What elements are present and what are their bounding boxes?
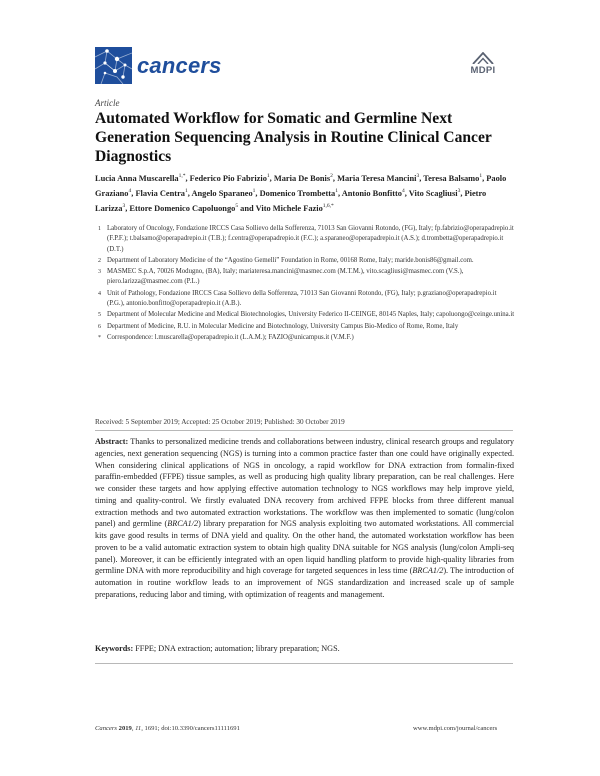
affiliation-number: 1	[98, 226, 101, 232]
author-affiliation-marker: 1	[266, 173, 270, 179]
abstract-label: Abstract:	[95, 437, 129, 446]
author-affiliation-marker: 4	[128, 188, 132, 195]
author-name[interactable]: Ettore Domenico Capoluongo	[129, 203, 236, 213]
author-affiliation-marker: 1	[184, 188, 188, 195]
keywords	[95, 644, 340, 653]
affiliation-text: Correspondence: l.muscarella@operapadrepio.it (L.A.M.); FAZIO@unicampus.it (V.M.F.)	[107, 333, 354, 341]
author-affiliation-marker: 1,*	[178, 173, 186, 179]
affiliation-text: Laboratory of Oncology, Fondazione IRCCS Casa Sollievo della Sofferenza, 71013 San Giovanni Rotondo, (FG), Italy; fp.fabrizio@operapadrepio.it (F.P.F.); t.balsamo@operapadrepio.it (T.B.); f.centra@operapadrepio.it (F.C.); a.sparaneo@operapadrepio.it (A.S.); d.trombetta@operapadrepio.it (D.T.)	[107, 225, 514, 253]
publication-dates: Received: 5 September 2019; Accepted: 25 October 2019; Published: 30 October 2019	[95, 418, 345, 426]
affiliation-text: Department of Molecular Medicine and Medical Biotechnologies, University Federico II-CEINGE, 80145 Naples, Italy; capoluongo@ceinge.unina.it	[107, 311, 515, 319]
affiliation-item	[95, 289, 515, 310]
mdpi-logo-icon	[471, 52, 495, 64]
journal-url-link[interactable]: www.mdpi.com/journal/cancers	[413, 725, 498, 732]
author-affiliation-marker: 5	[235, 203, 239, 210]
footer-journal: Cancers	[95, 725, 117, 732]
author-name[interactable]: Angelo Sparaneo	[191, 188, 253, 198]
author-joiner: and	[240, 203, 254, 213]
affiliation-number: 4	[98, 290, 101, 297]
keywords-text: FFPE; DNA extraction; automation; library preparation; NGS.	[133, 644, 340, 653]
affiliations-list	[95, 224, 515, 344]
author-affiliation-marker: 1,6,*	[322, 203, 334, 210]
affiliation-text: Department of Medicine, R.U. in Molecular Medicine and Biotechnology, University Campus Bio-Medico of Rome, Rome, Italy	[107, 322, 459, 330]
publisher-logo[interactable]	[464, 52, 502, 76]
affiliation-number: 2	[98, 257, 101, 264]
affiliation-item	[95, 333, 515, 343]
divider	[95, 430, 513, 431]
affiliation-text: MASMEC S.p.A, 70026 Modugno, (BA), Italy; mariateresa.mancini@masmec.com (M.T.M.), vito.scagliusi@masmec.com (V.S.), piero.larizza@masmec.com (P.L.)	[107, 268, 464, 286]
author-affiliation-marker: 3	[457, 188, 461, 195]
affiliation-number: 6	[98, 323, 101, 330]
author-name[interactable]: Vito Scagliusi	[408, 188, 458, 198]
affiliation-number: 5	[98, 312, 101, 319]
author-affiliation-marker: 1	[335, 188, 338, 195]
article-title: Automated Workflow for Somatic and Germline Next Generation Sequencing Analysis in Routine Clinical Cancer Diagnostics	[95, 110, 492, 165]
abstract-text-2: ) library preparation for NGS analysis exploiting two automated workstations. All commercial kits gave good results in terms of DNA yield and quality. On the other hand, the automated workstation workflow has been proven to be a valid automatic extraction system to obtain high quality DNA suitable for NGS analysis (lung/colon Ampli-seq panel). Moreover, it can be efficiently integrated with an open liquid handling platform to provide high-quality libraries from germline DNA with more reproducibility and high coverage for targeted sequences in less time (	[95, 519, 514, 576]
divider	[95, 663, 513, 664]
journal-logo[interactable]	[95, 47, 222, 84]
author-name[interactable]: Paolo Graziano	[95, 173, 507, 198]
author-affiliation-marker: 1	[479, 173, 483, 179]
affiliation-item	[95, 267, 515, 288]
affiliation-item	[95, 310, 515, 320]
author-affiliation-marker: 3	[416, 173, 420, 179]
author-name[interactable]: Domenico Trombetta	[259, 188, 336, 198]
affiliation-item	[95, 224, 515, 255]
author-list: Lucia Anna Muscarella$^{1,*}$, Federico Pio Fabrizio$^1$, Maria De Bonis$^2$, Maria Teresa Mancini$^3$, Teresa Balsamo$^1$, Paolo Graziano$^4$, Flavia Centra$^1$, Angelo Sparaneo$^1$, Domenico Trombetta$^1$, Antonio Bonfitto$^4$, Vito Scagliusi$^3$, Pietro Larizza$^3$, Ettore Domenico Capoluongo$^5$ and Vito Michele Fazio$^{1,6,*}$	[95, 173, 507, 213]
abstract-text-3: ). The introduction of automation in routine workflow leads to an improvement of NGS standardization and increased scale up of sample preparations, reducing labor and timing, with optimization of reagents and management.	[95, 566, 514, 599]
author-name[interactable]: Vito Michele Fazio	[255, 203, 323, 213]
abstract-text-1: Thanks to personalized medicine trends and collaborations between industry, clinical research groups and regulatory agencies, next generation sequencing (NGS) is turning into a common practice faster than one could have originally expected. When considering clinical applications of NGS in oncology, a rapid workflow for DNA extraction from formalin-fixed paraffin-embedded (FFPE) tissue samples, as well as producing high quality library preparation, can be real challenges. Here we consider these targets and how applying effective automation technology to NGS workflows may help improve yield, timing and quality-control. We firstly evaluated DNA recovery from archived FFPE blocks from three different manual extraction methods and two automated extraction workstations. The workflow was then implemented to somatic (lung/colon panel) and germline (	[95, 437, 514, 529]
footer-volume: 11	[135, 725, 142, 732]
journal-name: cancers	[137, 52, 222, 78]
abstract	[95, 436, 514, 601]
affiliation-number: *	[98, 334, 101, 341]
author-affiliation-marker: 4	[401, 188, 405, 195]
cancers-cell-logo-icon	[95, 47, 132, 84]
author-name[interactable]: Pietro Larizza	[95, 188, 487, 213]
affiliation-number: 3	[98, 269, 101, 276]
affiliation-text: Department of Laboratory Medicine of the “Agostino Gemelli” Foundation in Rome, 00168 Rome, Italy; maride.bonis86@gmail.com.	[107, 256, 474, 264]
footer-doi: , 1691; doi:10.3390/cancers11111691	[141, 725, 240, 732]
gene-name: BRCA1/2	[167, 519, 199, 529]
article-type: Article	[95, 98, 120, 108]
author-affiliation-marker: 1	[252, 188, 256, 195]
author-name[interactable]: Maria De Bonis	[273, 173, 331, 183]
keywords-label: Keywords:	[95, 644, 134, 653]
author-name[interactable]: Federico Pio Fabrizio	[189, 173, 267, 183]
affiliation-item	[95, 256, 515, 266]
affiliation-text: Unit of Pathology, Fondazione IRCCS Casa Sollievo della Sofferenza, 71013 San Giovanni Rotondo, (FG), Italy; p.graziano@operapadrepio.it (P.G.), antonio.bonfitto@operapadrepio.it (A.B.).	[107, 289, 497, 308]
footer-year: 2019	[118, 725, 132, 732]
citation-line: Cancers 2019, 11, 1691; doi:10.3390/cancers11111691	[95, 725, 240, 732]
affiliation-item	[95, 322, 515, 332]
author-affiliation-marker: 2	[330, 173, 333, 179]
author-affiliation-marker: 3	[122, 203, 126, 210]
gene-name: BRCA1/2	[412, 566, 444, 576]
publisher-name: MDPI	[470, 65, 496, 76]
author-name[interactable]: Flavia Centra	[135, 188, 185, 198]
author-name[interactable]: Maria Teresa Mancini	[337, 173, 417, 183]
author-name[interactable]: Lucia Anna Muscarella	[95, 173, 179, 183]
author-name[interactable]: Teresa Balsamo	[423, 173, 480, 183]
author-name[interactable]: Antonio Bonfitto	[341, 188, 402, 198]
